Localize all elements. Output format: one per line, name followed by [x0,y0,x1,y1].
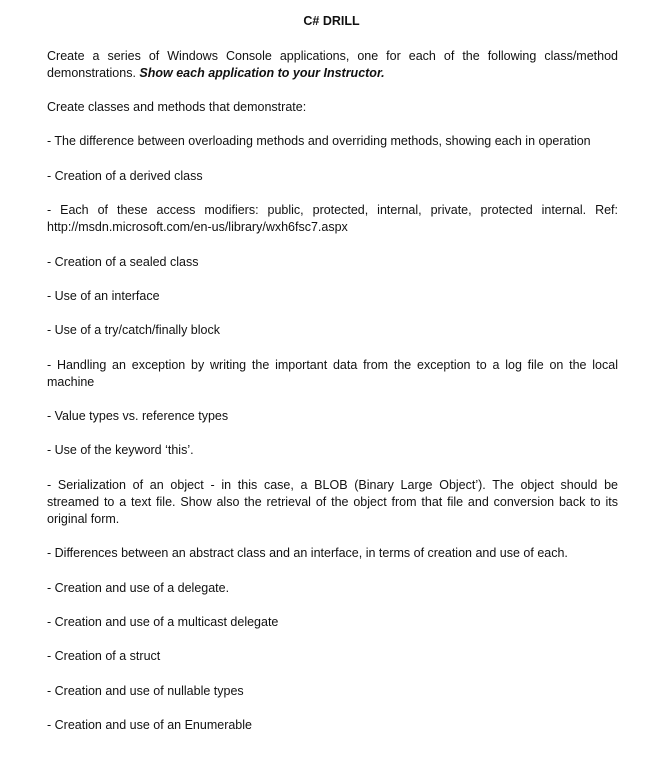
list-item: - Creation and use of nullable types [47,684,244,698]
list-item: - Value types vs. reference types [47,409,229,423]
list-item: - Creation of a derived class [47,169,203,183]
list-item: - Creation of a struct [47,649,161,663]
list-item: - Use of an interface [47,289,160,303]
list-item: - Creation and use of an Enumerable [47,718,252,732]
intro-text: Create a series of Windows Console applications, one for each of the following class/method demonstrations. [47,49,618,80]
intro-paragraph [47,48,618,82]
list-item: - Each of these access modifiers: public, protected, internal, private, protected internal. Ref: http://msdn.microsoft.com/en-us/library/wxh6fsc7.aspx [47,203,618,234]
list-item: - Handling an exception by writing the important data from the exception to a log file on the local machine [47,358,618,389]
list-item: - Serialization of an object - in this case, a BLOB (Binary Large Object’). The object should be streamed to a text file. Show also the retrieval of the object from that file and conversion back to its original form. [47,478,618,526]
list-item: - The difference between overloading methods and overriding methods, showing each in operation [47,134,591,148]
list-item: - Use of the keyword ‘this’. [47,443,194,457]
lead-in-text: Create classes and methods that demonstrate: [47,100,307,114]
list-item: - Creation and use of a multicast delegate [47,615,279,629]
document-title: C# DRILL [303,14,360,28]
list-item: - Creation and use of a delegate. [47,581,230,595]
list-item: - Use of a try/catch/finally block [47,323,220,337]
list-item: - Creation of a sealed class [47,255,199,269]
intro-emphasis: Show each application to your Instructor. [139,66,385,80]
list-item: - Differences between an abstract class and an interface, in terms of creation and use of each. [47,546,568,560]
